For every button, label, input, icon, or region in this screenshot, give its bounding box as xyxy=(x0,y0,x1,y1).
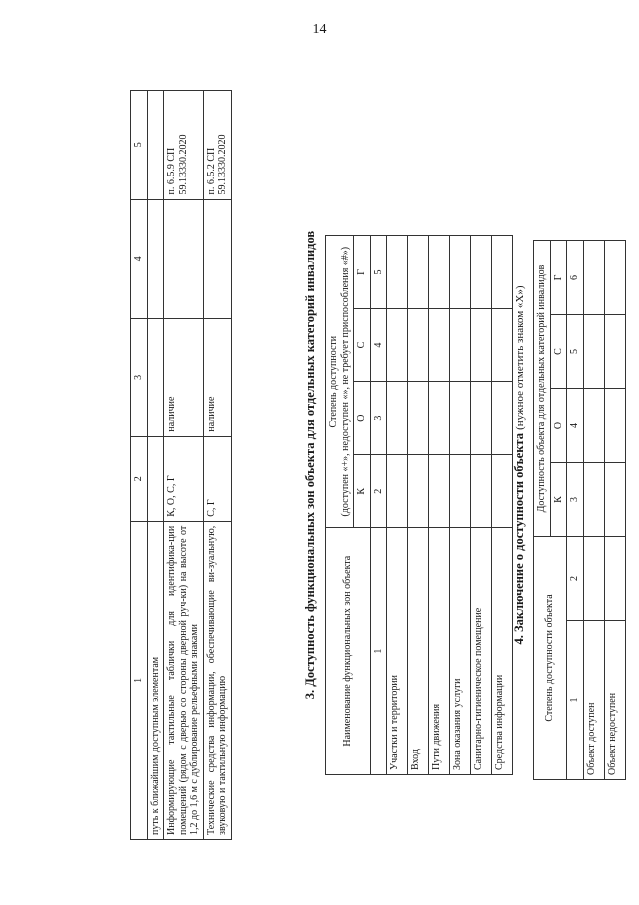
table-cell: п. 6.5.2 СП 59.13330.2020 xyxy=(203,91,231,200)
table-cell xyxy=(471,309,492,382)
table-cell xyxy=(387,236,408,309)
degree-header-line1: Степень доступности xyxy=(328,335,339,428)
table-cell xyxy=(429,382,450,455)
table-row xyxy=(583,241,604,780)
section-4-title xyxy=(512,90,527,840)
table-cell xyxy=(429,309,450,382)
number-cell: 5 xyxy=(567,315,584,389)
table-cell xyxy=(147,91,164,200)
table-cell xyxy=(408,455,429,528)
category-s: С xyxy=(550,315,567,389)
table-cell: К, О, С, Г xyxy=(164,436,204,521)
degree-header-line2: (доступен «+», недоступен «», не требует приспособления «#») xyxy=(339,246,351,517)
object-accessibility-table xyxy=(533,240,626,780)
category-o: О xyxy=(550,389,567,463)
zone-name: Вход xyxy=(408,528,429,775)
table-cell xyxy=(583,463,604,537)
table-row xyxy=(147,91,164,840)
conclusion-label: Объект недоступен xyxy=(604,621,625,780)
table-cell xyxy=(471,455,492,528)
table-cell xyxy=(147,436,164,521)
table-cell xyxy=(429,236,450,309)
table-row xyxy=(429,236,450,775)
number-cell: 3 xyxy=(567,463,584,537)
table-cell xyxy=(450,382,471,455)
section-4-note: (нужное отметить знаком «Х») xyxy=(514,285,526,430)
header-cell: 2 xyxy=(131,436,148,521)
table-row xyxy=(450,236,471,775)
table-cell: С, Г xyxy=(203,436,231,521)
table-row xyxy=(492,236,513,775)
table-row xyxy=(203,91,231,840)
table-row xyxy=(604,241,625,780)
table-cell xyxy=(450,455,471,528)
table-cell xyxy=(492,455,513,528)
table-cell xyxy=(387,382,408,455)
table-cell xyxy=(604,241,625,315)
table-cell xyxy=(583,241,604,315)
table-cell xyxy=(387,455,408,528)
number-cell: 3 xyxy=(370,382,387,455)
table-cell xyxy=(147,319,164,436)
table-cell xyxy=(408,309,429,382)
number-row xyxy=(370,236,387,775)
category-g: Г xyxy=(354,236,371,309)
table-cell xyxy=(604,315,625,389)
zone-name: Зона оказания услуги xyxy=(450,528,471,775)
table-cell xyxy=(583,389,604,463)
category-o: О xyxy=(354,382,371,455)
table-cell: Информирующие тактильные таблички для идентифика-ции помещений (рядом с дверью со стороны дверной руч-ки) на высоте от 1,2 до 1,6 м с дублирование рельефными знаками xyxy=(164,521,204,839)
table-cell xyxy=(604,537,625,621)
header-cell: 4 xyxy=(131,199,148,319)
category-k: К xyxy=(550,463,567,537)
table-header-row xyxy=(326,236,354,775)
table-cell xyxy=(408,382,429,455)
zone-name: Участки и территории xyxy=(387,528,408,775)
table-header-row xyxy=(131,91,148,840)
number-cell: 4 xyxy=(370,309,387,382)
number-cell: 1 xyxy=(567,621,584,780)
table-cell xyxy=(429,455,450,528)
number-row xyxy=(567,241,584,780)
table-cell xyxy=(471,236,492,309)
zone-name-header: Наименование функциональных зон объекта xyxy=(326,528,371,775)
table-cell: наличие xyxy=(164,319,204,436)
zone-name: Пути движения xyxy=(429,528,450,775)
rotated-content xyxy=(75,75,618,855)
table-cell xyxy=(583,537,604,621)
table-header-row xyxy=(534,241,551,780)
table-cell xyxy=(492,309,513,382)
table-cell xyxy=(450,236,471,309)
number-cell: 6 xyxy=(567,241,584,315)
table-cell: наличие xyxy=(203,319,231,436)
category-g: Г xyxy=(550,241,567,315)
zones-accessibility-table xyxy=(325,235,513,775)
number-cell: 2 xyxy=(370,455,387,528)
table-cell xyxy=(408,236,429,309)
section-3-title: 3. Доступность функциональных зон объекта для отдельных категорий инвалидов xyxy=(303,230,317,700)
zone-name: Средства информации xyxy=(492,528,513,775)
table-cell xyxy=(604,463,625,537)
table-cell xyxy=(583,315,604,389)
table-row xyxy=(387,236,408,775)
header-cell: 1 xyxy=(131,521,148,839)
number-cell: 5 xyxy=(370,236,387,309)
page-number: 14 xyxy=(312,22,327,37)
table-cell: п. 6.5.9 СП 59.13330.2020 xyxy=(164,91,204,200)
table-cell xyxy=(203,199,231,319)
table-cell: путь к ближайшим доступным элементам xyxy=(147,521,164,839)
number-cell: 1 xyxy=(370,528,387,775)
table-cell xyxy=(147,199,164,319)
table-cell xyxy=(164,199,204,319)
number-cell: 2 xyxy=(567,537,584,621)
degree-header xyxy=(326,236,354,528)
table-row xyxy=(471,236,492,775)
table-row xyxy=(164,91,204,840)
table-cell xyxy=(604,389,625,463)
table-cell xyxy=(492,236,513,309)
category-k: К xyxy=(354,455,371,528)
number-cell: 4 xyxy=(567,389,584,463)
category-s: С xyxy=(354,309,371,382)
table-row xyxy=(408,236,429,775)
conclusion-label: Объект доступен xyxy=(583,621,604,780)
degree-name-header: Степень доступности объекта xyxy=(534,537,567,780)
table-cell xyxy=(492,382,513,455)
header-cell: 3 xyxy=(131,319,148,436)
zone-name: Санитарно-гигиеническое помещение xyxy=(471,528,492,775)
table-cell xyxy=(387,309,408,382)
table-cell xyxy=(450,309,471,382)
category-group-header: Доступность объекта для отдельных категорий инвалидов xyxy=(534,241,551,537)
requirements-table xyxy=(130,90,232,840)
table-cell: Технические средства информации, обеспечивающие ви-зуальную, звуковую и тактильную информацию xyxy=(203,521,231,839)
header-cell: 5 xyxy=(131,91,148,200)
section-4-title-text: 4. Заключение о доступности объекта xyxy=(512,433,526,645)
table-cell xyxy=(471,382,492,455)
